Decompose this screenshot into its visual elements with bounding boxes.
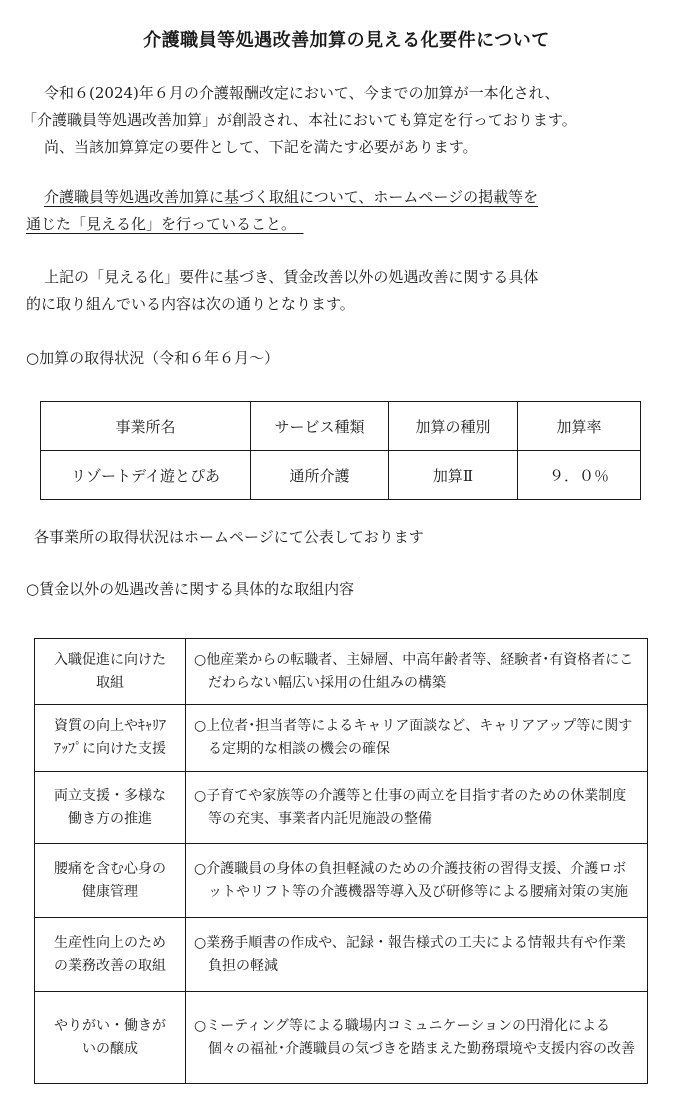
content-cell: ○上位者･担当者等によるキャリア面談など、キャリアアップ等に関する定期的な相談の機会の確保 [186,705,648,772]
category-cell: 入職促進に向けた 取組 [35,639,186,705]
header-facility-name: 事業所名 [41,402,251,451]
header-addition-type: 加算の種別 [389,402,518,451]
addition-rate-cell: ９．０％ [518,451,641,500]
intro-paragraph [22,80,577,161]
requirement-paragraph [26,184,538,238]
document-title: 介護職員等処遇改善加算の見える化要件について [143,30,550,51]
content-cell: ○子育てや家族等の介護等と仕事の両立を目指す者のための休業制度等の充実、事業者内託児施設の整備 [186,772,648,844]
content-cell: ○介護職員の身体の負担軽減のための介護技術の習得支援、介護ロボットやリフト等の介護機器等導入及び研修等による腰痛対策の実施 [186,844,648,918]
addition-type-cell: 加算Ⅱ [389,451,518,500]
table-row [35,705,648,772]
acquisition-table [40,401,641,500]
requirement-line-1: 介護職員等処遇改善加算に基づく取組について、ホームページの掲載等を [44,188,539,206]
acquisition-data-row [41,451,641,500]
acquisition-header-row [41,402,641,451]
header-service-type: サービス種類 [251,402,389,451]
intro-line-2: 「介護職員等処遇改善加算」が創設され、本社においても算定を行っております。 [22,111,577,129]
category-cell: 両立支援・多様な 働き方の推進 [35,772,186,844]
acquisition-heading: ○加算の取得状況（令和６年６月～） [26,349,280,367]
header-addition-rate: 加算率 [518,402,641,451]
content-cell: ○他産業からの転職者、主婦層、中高年齢者等、経験者･有資格者にこだわらない幅広い採用の仕組みの構築 [186,639,648,705]
category-cell: 腰痛を含む心身の 健康管理 [35,844,186,918]
basis-line-2: 的に取り組んでいる内容は次の通りとなります。 [26,295,355,313]
category-cell: 資質の向上やｷｬﾘｱ ｱｯﾌﾟに向けた支援 [35,705,186,772]
table-row [35,639,648,705]
content-cell: ○ミーティング等による職場内コミュニケーションの円滑化による個々の福祉･介護職員の気づきを踏まえた勤務環境や支援内容の改善 [186,992,648,1084]
table-row [35,918,648,992]
facility-name-cell: リゾートデイ遊とぴあ [41,451,251,500]
category-cell: 生産性向上のため の業務改善の取組 [35,918,186,992]
intro-line-1: 令和６(2024)年６月の介護報酬改定において、今までの加算が一本化され、 [44,84,560,102]
intro-line-3: 尚、当該加算算定の要件として、下記を満たす必要があります。 [44,138,478,156]
category-cell: やりがい・働きが いの醸成 [35,992,186,1084]
service-type-cell: 通所介護 [251,451,389,500]
efforts-heading: ○賃金以外の処遇改善に関する具体的な取組内容 [26,580,355,598]
content-cell: ○業務手順書の作成や、記録・報告様式の工夫による情報共有や作業負担の軽減 [186,918,648,992]
efforts-table [34,638,648,1084]
table-row [35,772,648,844]
table-row [35,992,648,1084]
requirement-line-2: 通じた「見える化」を行っていること。 [26,215,289,233]
table-row [35,844,648,918]
acquisition-note: 各事業所の取得状況はホームページにて公表しております [34,528,424,546]
basis-line-1: 上記の「見える化」要件に基づき、賃金改善以外の処遇改善に関する具体 [44,268,539,286]
basis-paragraph [26,264,538,318]
